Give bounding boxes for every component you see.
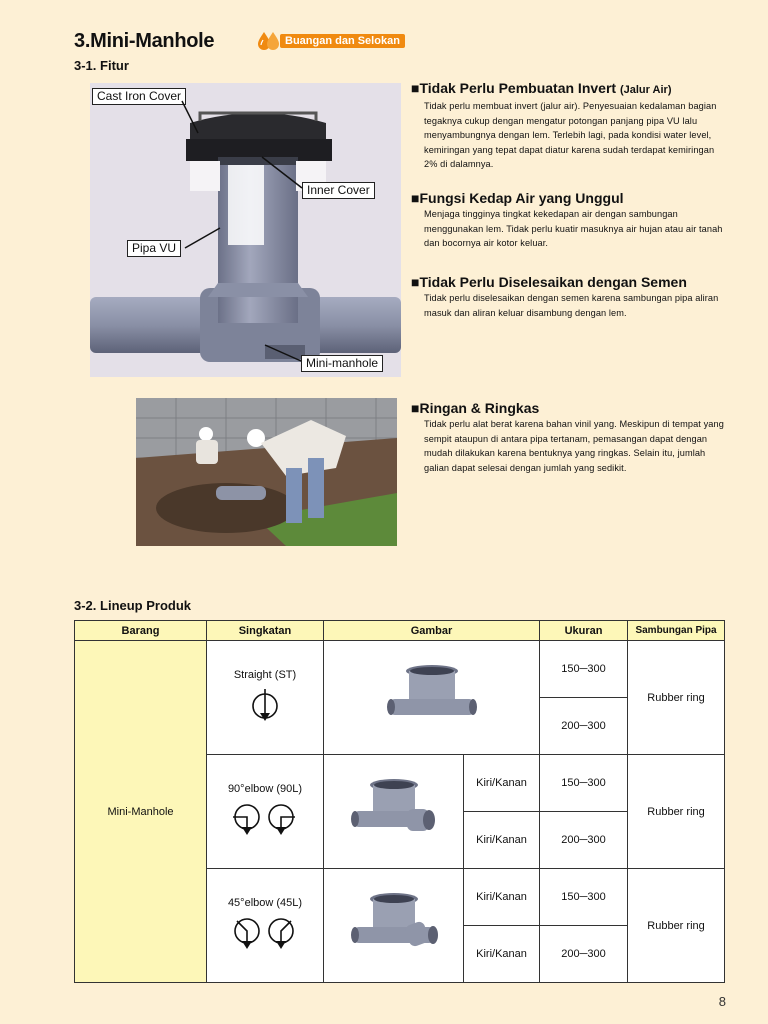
column-header: Gambar (324, 621, 540, 641)
bullet-icon: ■ (411, 274, 420, 290)
product-image-cell (324, 755, 464, 869)
bullet-icon: ■ (411, 80, 420, 96)
feature-title: ■Tidak Perlu Pembuatan Invert (Jalur Air) (411, 80, 672, 96)
feature-title: ■Ringan & Ringkas (411, 400, 540, 416)
column-header: Ukuran (540, 621, 628, 641)
straight-flow-symbol-icon (251, 689, 279, 723)
column-header: Sambungan Pipa (628, 621, 725, 641)
item-cell: Mini-Manhole (75, 641, 207, 983)
installation-photo (136, 398, 397, 546)
section-heading-fitur: 3-1. Fitur (74, 58, 129, 73)
mini-manhole-cutaway-diagram (90, 83, 401, 377)
callout-cast-iron-cover: Cast Iron Cover (92, 88, 186, 105)
feature-ringan-ringkas (411, 399, 731, 475)
joint-cell: Rubber ring (628, 869, 725, 983)
feature-text: Menjaga tingginya tingkat kekedapan air dengan sambungan menggunakan lem. Tidak perlu kuatir masuknya air hujan atau air tanah dan bocornya air kotor keluar. (424, 209, 723, 249)
size-cell: 150─300 (540, 641, 628, 698)
category-badge (256, 30, 405, 50)
size-cell: 150─300 (540, 755, 628, 812)
size-cell: 200─300 (540, 812, 628, 869)
water-drops-icon (256, 30, 282, 50)
section-heading-lineup: 3-2. Lineup Produk (74, 598, 192, 613)
elbow-90-mini-manhole-image (349, 775, 439, 845)
callout-inner-cover: Inner Cover (302, 182, 375, 199)
joint-cell: Rubber ring (628, 755, 725, 869)
elbow-45-mini-manhole-image (349, 889, 439, 959)
callout-leader-lines (90, 83, 401, 377)
size-cell: 200─300 (540, 698, 628, 755)
column-header: Singkatan (207, 621, 324, 641)
column-header: Barang (75, 621, 207, 641)
page-number: 8 (718, 994, 726, 1009)
feature-text: Tidak perlu membuat invert (jalur air). Penyesuaian kedalaman bagian tegaknya cukup dengan mengatur potongan panjang pipa VU lalu menyambungnya dengan lem. Terlebih lagi, pada kondisi water level, kemiringan yang tepat dapat diatur karena sudah terdapat kemiringan 2% di dalamnya. (424, 101, 717, 170)
feature-kedap-air (411, 189, 731, 251)
elbow-90-flow-symbol-icon (233, 803, 297, 837)
page-title: 3.Mini-Manhole (74, 30, 215, 52)
feature-text: Tidak perlu alat berat karena bahan vinil yang. Meskipun di tempat yang sempit ataupun di antara pipa tertanam, pemasangan dapat dengan mudah dilakukan karena bentuknya yang ringkas. Selain itu, jumlah galian dapat selesai dengan jumlah yang sedikit. (424, 419, 724, 473)
feature-tanpa-semen (411, 273, 731, 320)
badge-label: Buangan dan Selokan (280, 34, 405, 48)
product-image-cell (324, 869, 464, 983)
elbow-45-flow-symbol-icon (233, 917, 297, 951)
abbr-cell: 90°elbow (90L) (207, 755, 324, 869)
direction-cell: Kiri/Kanan (464, 812, 540, 869)
abbr-cell: Straight (ST) (207, 641, 324, 755)
bullet-icon: ■ (411, 400, 420, 416)
direction-cell: Kiri/Kanan (464, 869, 540, 926)
joint-cell: Rubber ring (628, 641, 725, 755)
table-row (75, 641, 725, 698)
table-header-row (75, 621, 725, 641)
product-image-cell (324, 641, 540, 755)
callout-pipa-vu: Pipa VU (127, 240, 181, 257)
feature-title: ■Fungsi Kedap Air yang Unggul (411, 190, 624, 206)
feature-text: Tidak perlu diselesaikan dengan semen karena sambungan pipa aliran masuk dan aliran keluar disambung dengan lem. (424, 293, 719, 318)
bullet-icon: ■ (411, 190, 420, 206)
abbr-cell: 45°elbow (45L) (207, 869, 324, 983)
feature-invert (411, 79, 731, 172)
direction-cell: Kiri/Kanan (464, 755, 540, 812)
callout-mini-manhole: Mini-manhole (301, 355, 383, 372)
size-cell: 150─300 (540, 869, 628, 926)
workers-installing-photo (136, 398, 397, 546)
lineup-table (74, 620, 725, 983)
straight-mini-manhole-image (387, 661, 477, 731)
direction-cell: Kiri/Kanan (464, 926, 540, 983)
size-cell: 200─300 (540, 926, 628, 983)
feature-title: ■Tidak Perlu Diselesaikan dengan Semen (411, 274, 687, 290)
